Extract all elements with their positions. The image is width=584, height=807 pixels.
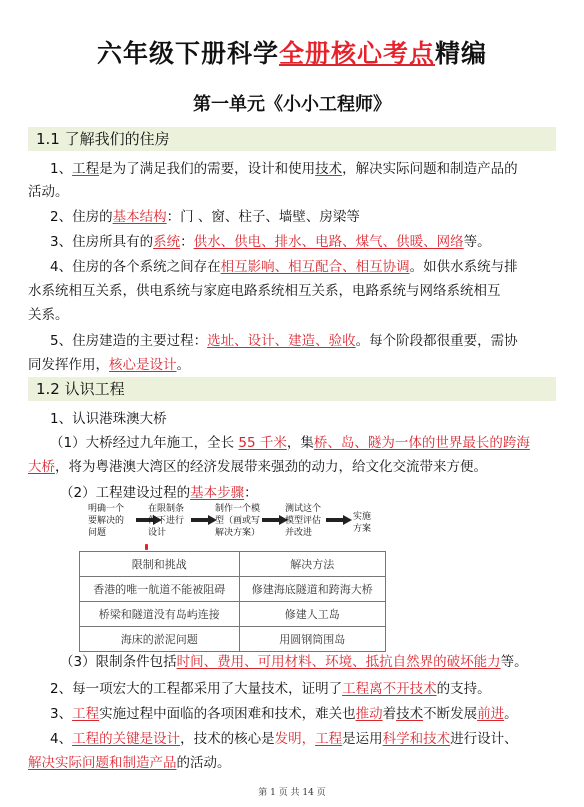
point-2-tech: 2、每一项宏大的工程都采用了大量技术，证明了工程离不开技术的支持。	[50, 681, 491, 697]
point-4-design-line-2: 解决实际问题和制造产品的活动。	[28, 755, 231, 771]
point-5-line-2: 同发挥作用，核心是设计。	[28, 357, 190, 373]
point-1-line-1: 1、工程是为了满足我们的需要，设计和使用技术，解决实际问题和制造产品的	[50, 161, 518, 177]
flow-step-5: 实施 方案	[353, 512, 372, 534]
unit-title: 第一单元《小小工程师》	[193, 94, 391, 115]
point-4-design-line-1: 4、工程的关键是设计，技术的核心是发明，工程是运用科学和技术进行设计、	[50, 731, 518, 747]
flow-arrow-icon	[191, 515, 217, 525]
section-heading-1-1: 1.1 了解我们的住房	[28, 127, 556, 151]
title-text: 六年级下册科学	[96, 39, 279, 68]
point-3: 3、住房所具有的系统：供水、供电、排水、电路、煤气、供暖、网络等。	[50, 234, 491, 250]
table-header-cell: 解决方法	[239, 552, 385, 577]
flow-step-3: 制作一个模 型（画或写 解决方案）	[215, 504, 261, 538]
bridge-line-1: （1）大桥经过九年施工，全长 55 千米，集桥、岛、隧为一体的世界最长的跨海	[50, 435, 530, 451]
steps-heading: （2）工程建设过程的基本步骤：	[60, 485, 258, 501]
flow-step-4: 测试这个 模型评估 并改进	[285, 504, 322, 538]
section-heading-1-2: 1.2 认识工程	[28, 377, 556, 401]
point-5-line-1: 5、住房建造的主要过程：选址、设计、建造、验收。每个阶段都很重要，需协	[50, 333, 518, 349]
page-footer: 第 1 页 共 14 页	[258, 788, 326, 798]
flow-step-2: 在限制条 件下进行 设计	[148, 504, 185, 538]
point-4-line-1: 4、住房的各个系统之间存在相互影响、相互配合、相互协调。如供水系统与排	[50, 259, 518, 275]
table-cell: 修建海底隧道和跨海大桥	[239, 577, 385, 602]
constraints-table	[79, 551, 386, 652]
bridge-line-2: 大桥，将为粤港澳大湾区的经济发展带来强劲的动力，给文化交流带来方便。	[28, 459, 487, 475]
point-1-line-2: 活动。	[28, 184, 69, 200]
red-mark	[145, 544, 148, 550]
constraints-line: （3）限制条件包括时间、费用、可用材料、环境、抵抗自然界的破坏能力等。	[60, 654, 528, 670]
point-2: 2、住房的基本结构：门 、窗、柱子、墙壁、房梁等	[50, 209, 360, 225]
flow-step-1: 明确一个 要解决的 问题	[88, 504, 125, 538]
table-cell: 用圆钢筒围岛	[239, 627, 385, 652]
point-4-line-2: 水系统相互关系，供电系统与家庭电路系统相互关系，电路系统与网络系统相互	[28, 283, 501, 299]
page-title	[0, 34, 584, 70]
flow-arrow-icon	[326, 515, 352, 525]
table-cell: 修建人工岛	[239, 602, 385, 627]
table-header-cell: 限制和挑战	[80, 552, 240, 577]
table-row	[80, 552, 386, 577]
table-cell: 海床的淤泥问题	[80, 627, 240, 652]
table-row	[80, 577, 386, 602]
title-text-end: 精编	[435, 39, 488, 68]
steps-flow-diagram	[72, 503, 392, 553]
table-row	[80, 627, 386, 652]
table-row	[80, 602, 386, 627]
sub-1-heading: 1、认识港珠澳大桥	[50, 411, 167, 427]
table-cell: 香港的唯一航道不能被阻碍	[80, 577, 240, 602]
title-highlight: 全册核心考点	[278, 39, 435, 68]
point-3-engineering: 3、工程实施过程中面临的各项困难和技术，难关也推动着技术不断发展前进。	[50, 706, 518, 722]
table-cell: 桥梁和隧道没有岛屿连接	[80, 602, 240, 627]
point-4-line-3: 关系。	[28, 307, 69, 323]
